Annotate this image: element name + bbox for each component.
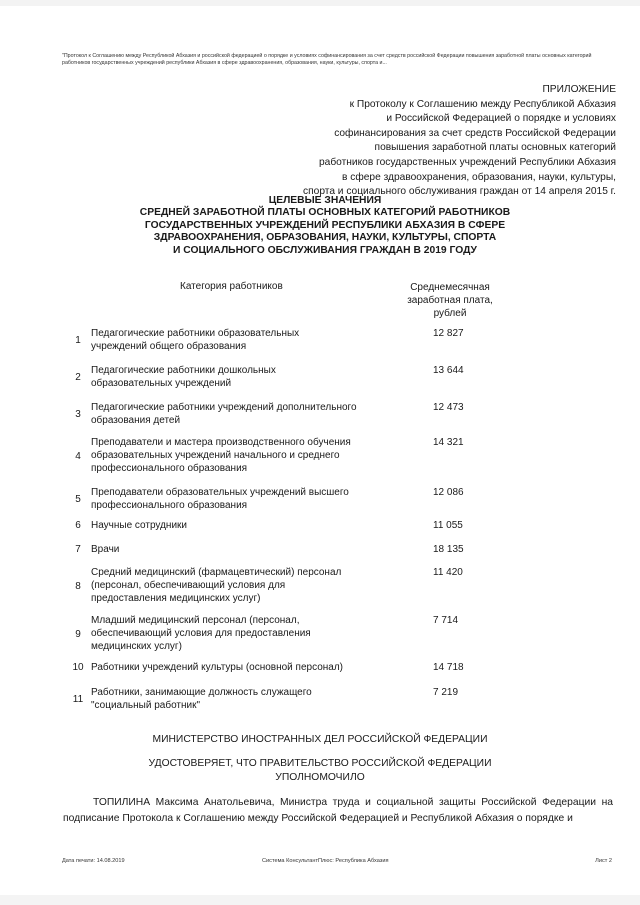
row-number: 7 bbox=[75, 544, 81, 555]
category-line: обеспечивающий условия для предоставления bbox=[91, 628, 311, 640]
category-line: медицинских услуг) bbox=[91, 641, 182, 653]
title-line: И СОЦИАЛЬНОГО ОБСЛУЖИВАНИЯ ГРАЖДАН В 2019 ГОДУ bbox=[173, 244, 477, 256]
certify-line: УПОЛНОМОЧИЛО bbox=[275, 771, 365, 783]
row-category bbox=[91, 486, 381, 512]
row-category bbox=[91, 614, 381, 654]
row-number: 6 bbox=[75, 520, 81, 531]
row-salary: 12 473 bbox=[433, 402, 464, 413]
category-line: Педагогические работники образовательных bbox=[91, 328, 300, 339]
row-category bbox=[91, 686, 381, 712]
row-salary: 7 714 bbox=[433, 615, 459, 626]
document-title bbox=[90, 195, 560, 257]
row-number: 1 bbox=[75, 335, 81, 346]
page-number: Лист 2 bbox=[595, 858, 612, 864]
appendix-block bbox=[286, 83, 616, 200]
row-category bbox=[91, 519, 381, 532]
appendix-line: в сфере здравоохранения, образования, науки, культуры, bbox=[342, 171, 616, 183]
row-number: 8 bbox=[75, 581, 81, 592]
category-line: предоставления медицинских услуг) bbox=[91, 593, 261, 605]
salary-header-line: заработная плата, bbox=[407, 295, 493, 306]
category-line: Средний медицинский (фармацевтический) персонал bbox=[91, 567, 342, 578]
row-category bbox=[91, 661, 381, 674]
category-line: Работники, занимающие должность служащего bbox=[91, 687, 312, 698]
category-line: Преподаватели и мастера производственного обучения bbox=[91, 437, 351, 448]
appendix-line: спорта и социального обслуживания граждан от 14 апреля 2015 г. bbox=[303, 186, 616, 198]
appendix-line: повышения заработной платы основных категорий bbox=[374, 142, 616, 154]
category-line: учреждений общего образования bbox=[91, 341, 247, 353]
category-line: образовательных учреждений начального и среднего bbox=[91, 450, 340, 462]
category-line: образования детей bbox=[91, 415, 181, 427]
title-line: СРЕДНЕЙ ЗАРАБОТНОЙ ПЛАТЫ ОСНОВНЫХ КАТЕГОРИЙ РАБОТНИКОВ bbox=[139, 207, 511, 219]
appendix-line: к Протоколу к Соглашению между Республикой Абхазия bbox=[349, 98, 616, 110]
row-salary: 12 086 bbox=[433, 487, 464, 498]
appendix-line: работников государственных учреждений Республики Абхазия bbox=[319, 156, 616, 168]
category-line: Младший медицинский персонал (персонал, bbox=[91, 615, 300, 626]
row-number: 10 bbox=[72, 662, 84, 673]
row-category bbox=[91, 401, 381, 427]
row-salary: 18 135 bbox=[433, 544, 464, 555]
document-header-note: "Протокол к Соглашению между Республикой Абхазия и российской федерацией о порядке и условиях софинансирования за счет средств российской Федерации повышения заработной платы основных категорий работников государственных учреждений республики Абхазия в сфере здравоохранения, образования, науки, культуры, спорта и... bbox=[62, 53, 592, 66]
category-line: образовательных учреждений bbox=[91, 378, 232, 390]
scan-top-edge bbox=[0, 0, 640, 6]
row-category bbox=[91, 364, 381, 390]
category-line: профессионального образования bbox=[91, 500, 248, 512]
category-line: Преподаватели образовательных учреждений высшего bbox=[91, 487, 349, 498]
category-line: "социальный работник" bbox=[91, 700, 201, 712]
category-line: Работники учреждений культуры (основной персонал) bbox=[91, 662, 344, 673]
category-line: Научные сотрудники bbox=[91, 520, 187, 531]
column-header-category: Категория работников bbox=[180, 281, 283, 292]
title-line: ЗДРАВООХРАНЕНИЯ, ОБРАЗОВАНИЯ, НАУКИ, КУЛЬТУРЫ, СПОРТА bbox=[153, 232, 497, 244]
scan-bottom-edge bbox=[0, 895, 640, 905]
appendix-line: и Российской Федерацией о порядке и условиях bbox=[386, 113, 616, 125]
appendix-heading: ПРИЛОЖЕНИЕ bbox=[542, 84, 616, 95]
row-category bbox=[91, 327, 381, 353]
source-system: Система КонсультантПлюс: Республика Абхазия bbox=[262, 858, 389, 864]
certification-statement bbox=[0, 757, 640, 784]
row-number: 4 bbox=[75, 451, 81, 462]
row-category bbox=[91, 543, 381, 556]
category-line: (персонал, обеспечивающий условия для bbox=[91, 580, 286, 592]
category-line: Педагогические работники учреждений дополнительного bbox=[91, 402, 357, 413]
column-header-salary bbox=[395, 281, 505, 320]
row-salary: 7 219 bbox=[433, 687, 459, 698]
title-line: ЦЕЛЕВЫЕ ЗНАЧЕНИЯ bbox=[268, 195, 382, 206]
row-number: 5 bbox=[75, 494, 81, 505]
ministry-heading: МИНИСТЕРСТВО ИНОСТРАННЫХ ДЕЛ РОССИЙСКОЙ ФЕДЕРАЦИИ bbox=[152, 734, 488, 745]
row-number: 11 bbox=[72, 694, 84, 705]
row-salary: 12 827 bbox=[433, 328, 464, 339]
print-date: Дата печати: 14.08.2019 bbox=[62, 858, 125, 864]
title-line: ГОСУДАРСТВЕННЫХ УЧРЕЖДЕНИЙ РЕСПУБЛИКИ АБХАЗИЯ В СФЕРЕ bbox=[144, 219, 506, 231]
category-line: Педагогические работники дошкольных bbox=[91, 365, 276, 376]
certify-line: УДОСТОВЕРЯЕТ, ЧТО ПРАВИТЕЛЬСТВО РОССИЙСКОЙ ФЕДЕРАЦИИ bbox=[148, 758, 492, 769]
category-line: Врачи bbox=[91, 544, 120, 555]
row-salary: 14 718 bbox=[433, 662, 464, 673]
salary-header-line: рублей bbox=[433, 308, 467, 319]
row-category bbox=[91, 436, 381, 476]
body-paragraph: ТОПИЛИНА Максима Анатольевича, Министра труда и социальной защиты Российской Федерации на подписание Протокола к Соглашению между Российской Федерацией и Республикой Абхазия о порядке и bbox=[63, 797, 613, 824]
row-number: 2 bbox=[75, 372, 81, 383]
row-salary: 14 321 bbox=[433, 437, 464, 448]
category-line: профессионального образования bbox=[91, 463, 248, 475]
row-salary: 11 055 bbox=[433, 520, 463, 531]
row-number: 3 bbox=[75, 409, 81, 420]
row-category bbox=[91, 566, 381, 606]
row-salary: 11 420 bbox=[433, 567, 463, 578]
row-salary: 13 644 bbox=[433, 365, 464, 376]
appendix-line: софинансирования за счет средств Российской Федерации bbox=[334, 127, 616, 139]
row-number: 9 bbox=[75, 629, 81, 640]
salary-header-line: Среднемесячная bbox=[410, 282, 490, 293]
